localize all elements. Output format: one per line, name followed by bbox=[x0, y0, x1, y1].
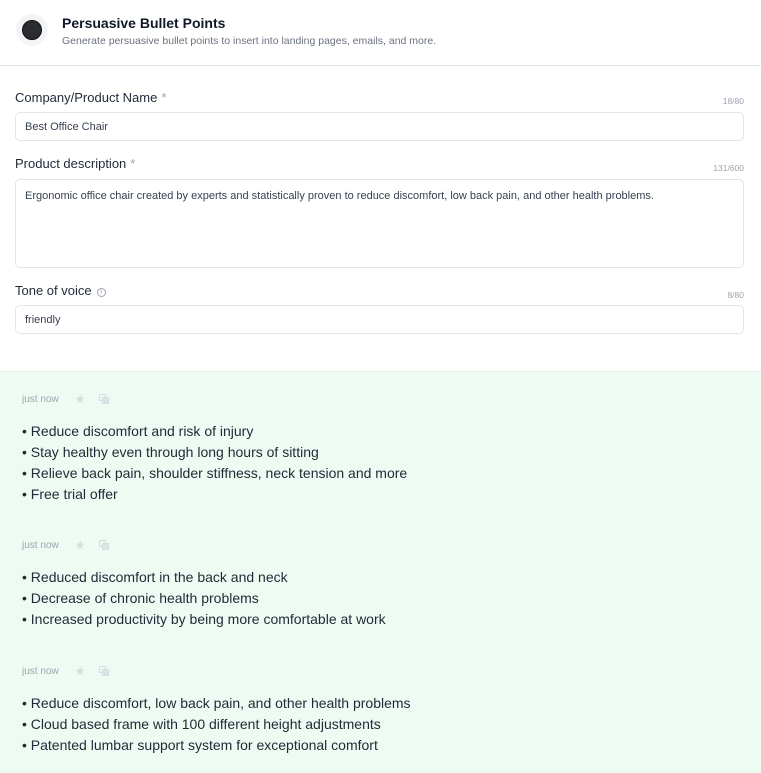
required-mark: * bbox=[161, 90, 167, 105]
copy-icon[interactable] bbox=[99, 540, 109, 550]
copy-icon[interactable] bbox=[99, 666, 109, 676]
star-icon[interactable]: ★ bbox=[74, 664, 86, 678]
company-name-label: Company/Product Name * bbox=[15, 90, 167, 105]
bullet-item: • Decrease of chronic health problems bbox=[22, 588, 722, 609]
bullet-list bbox=[22, 567, 722, 630]
company-name-input[interactable] bbox=[15, 112, 744, 141]
tone-of-voice-value: friendly bbox=[25, 313, 61, 326]
tone-of-voice-counter: 8/80 bbox=[727, 290, 744, 300]
bullet-list bbox=[22, 421, 722, 505]
bullet-item: • Reduce discomfort and risk of injury bbox=[22, 421, 722, 442]
star-icon[interactable]: ★ bbox=[74, 538, 86, 552]
bullet-item: • Cloud based frame with 100 different height adjustments bbox=[22, 714, 722, 735]
bullet-item: • Reduced discomfort in the back and neck bbox=[22, 567, 722, 588]
bullet-item: • Patented lumbar support system for exceptional comfort bbox=[22, 735, 722, 756]
product-description-textarea[interactable] bbox=[15, 179, 744, 268]
star-icon[interactable]: ★ bbox=[74, 392, 86, 406]
page-title: Persuasive Bullet Points bbox=[62, 15, 226, 31]
page-header bbox=[0, 0, 761, 66]
results-panel bbox=[0, 371, 761, 773]
bullet-item: • Free trial offer bbox=[22, 484, 722, 505]
bullet-item: • Stay healthy even through long hours of sitting bbox=[22, 442, 722, 463]
bullet-item: • Increased productivity by being more comfortable at work bbox=[22, 609, 722, 630]
tone-of-voice-label: Tone of voice i bbox=[15, 283, 106, 298]
product-description-counter: 131/600 bbox=[713, 163, 744, 173]
required-mark: * bbox=[130, 156, 136, 171]
app-logo-icon bbox=[16, 14, 48, 46]
company-name-value: Best Office Chair bbox=[25, 120, 108, 133]
result-card bbox=[22, 392, 722, 505]
bullet-list bbox=[22, 693, 722, 756]
result-timestamp: just now bbox=[22, 665, 59, 677]
product-description-label: Product description * bbox=[15, 156, 136, 171]
page-subtitle: Generate persuasive bullet points to insert into landing pages, emails, and more. bbox=[62, 35, 437, 47]
info-icon[interactable]: i bbox=[97, 288, 106, 297]
result-card bbox=[22, 538, 722, 630]
company-name-counter: 18/80 bbox=[722, 96, 744, 106]
copy-icon[interactable] bbox=[99, 394, 109, 404]
product-description-value: Ergonomic office chair created by experts and statistically proven to reduce discomfort, low back pain, and other health problems. bbox=[25, 190, 654, 202]
result-timestamp: just now bbox=[22, 393, 59, 405]
tone-of-voice-input[interactable] bbox=[15, 305, 744, 334]
result-card bbox=[22, 664, 722, 756]
bullet-item: • Relieve back pain, shoulder stiffness, neck tension and more bbox=[22, 463, 722, 484]
bullet-item: • Reduce discomfort, low back pain, and other health problems bbox=[22, 693, 722, 714]
result-timestamp: just now bbox=[22, 539, 59, 551]
